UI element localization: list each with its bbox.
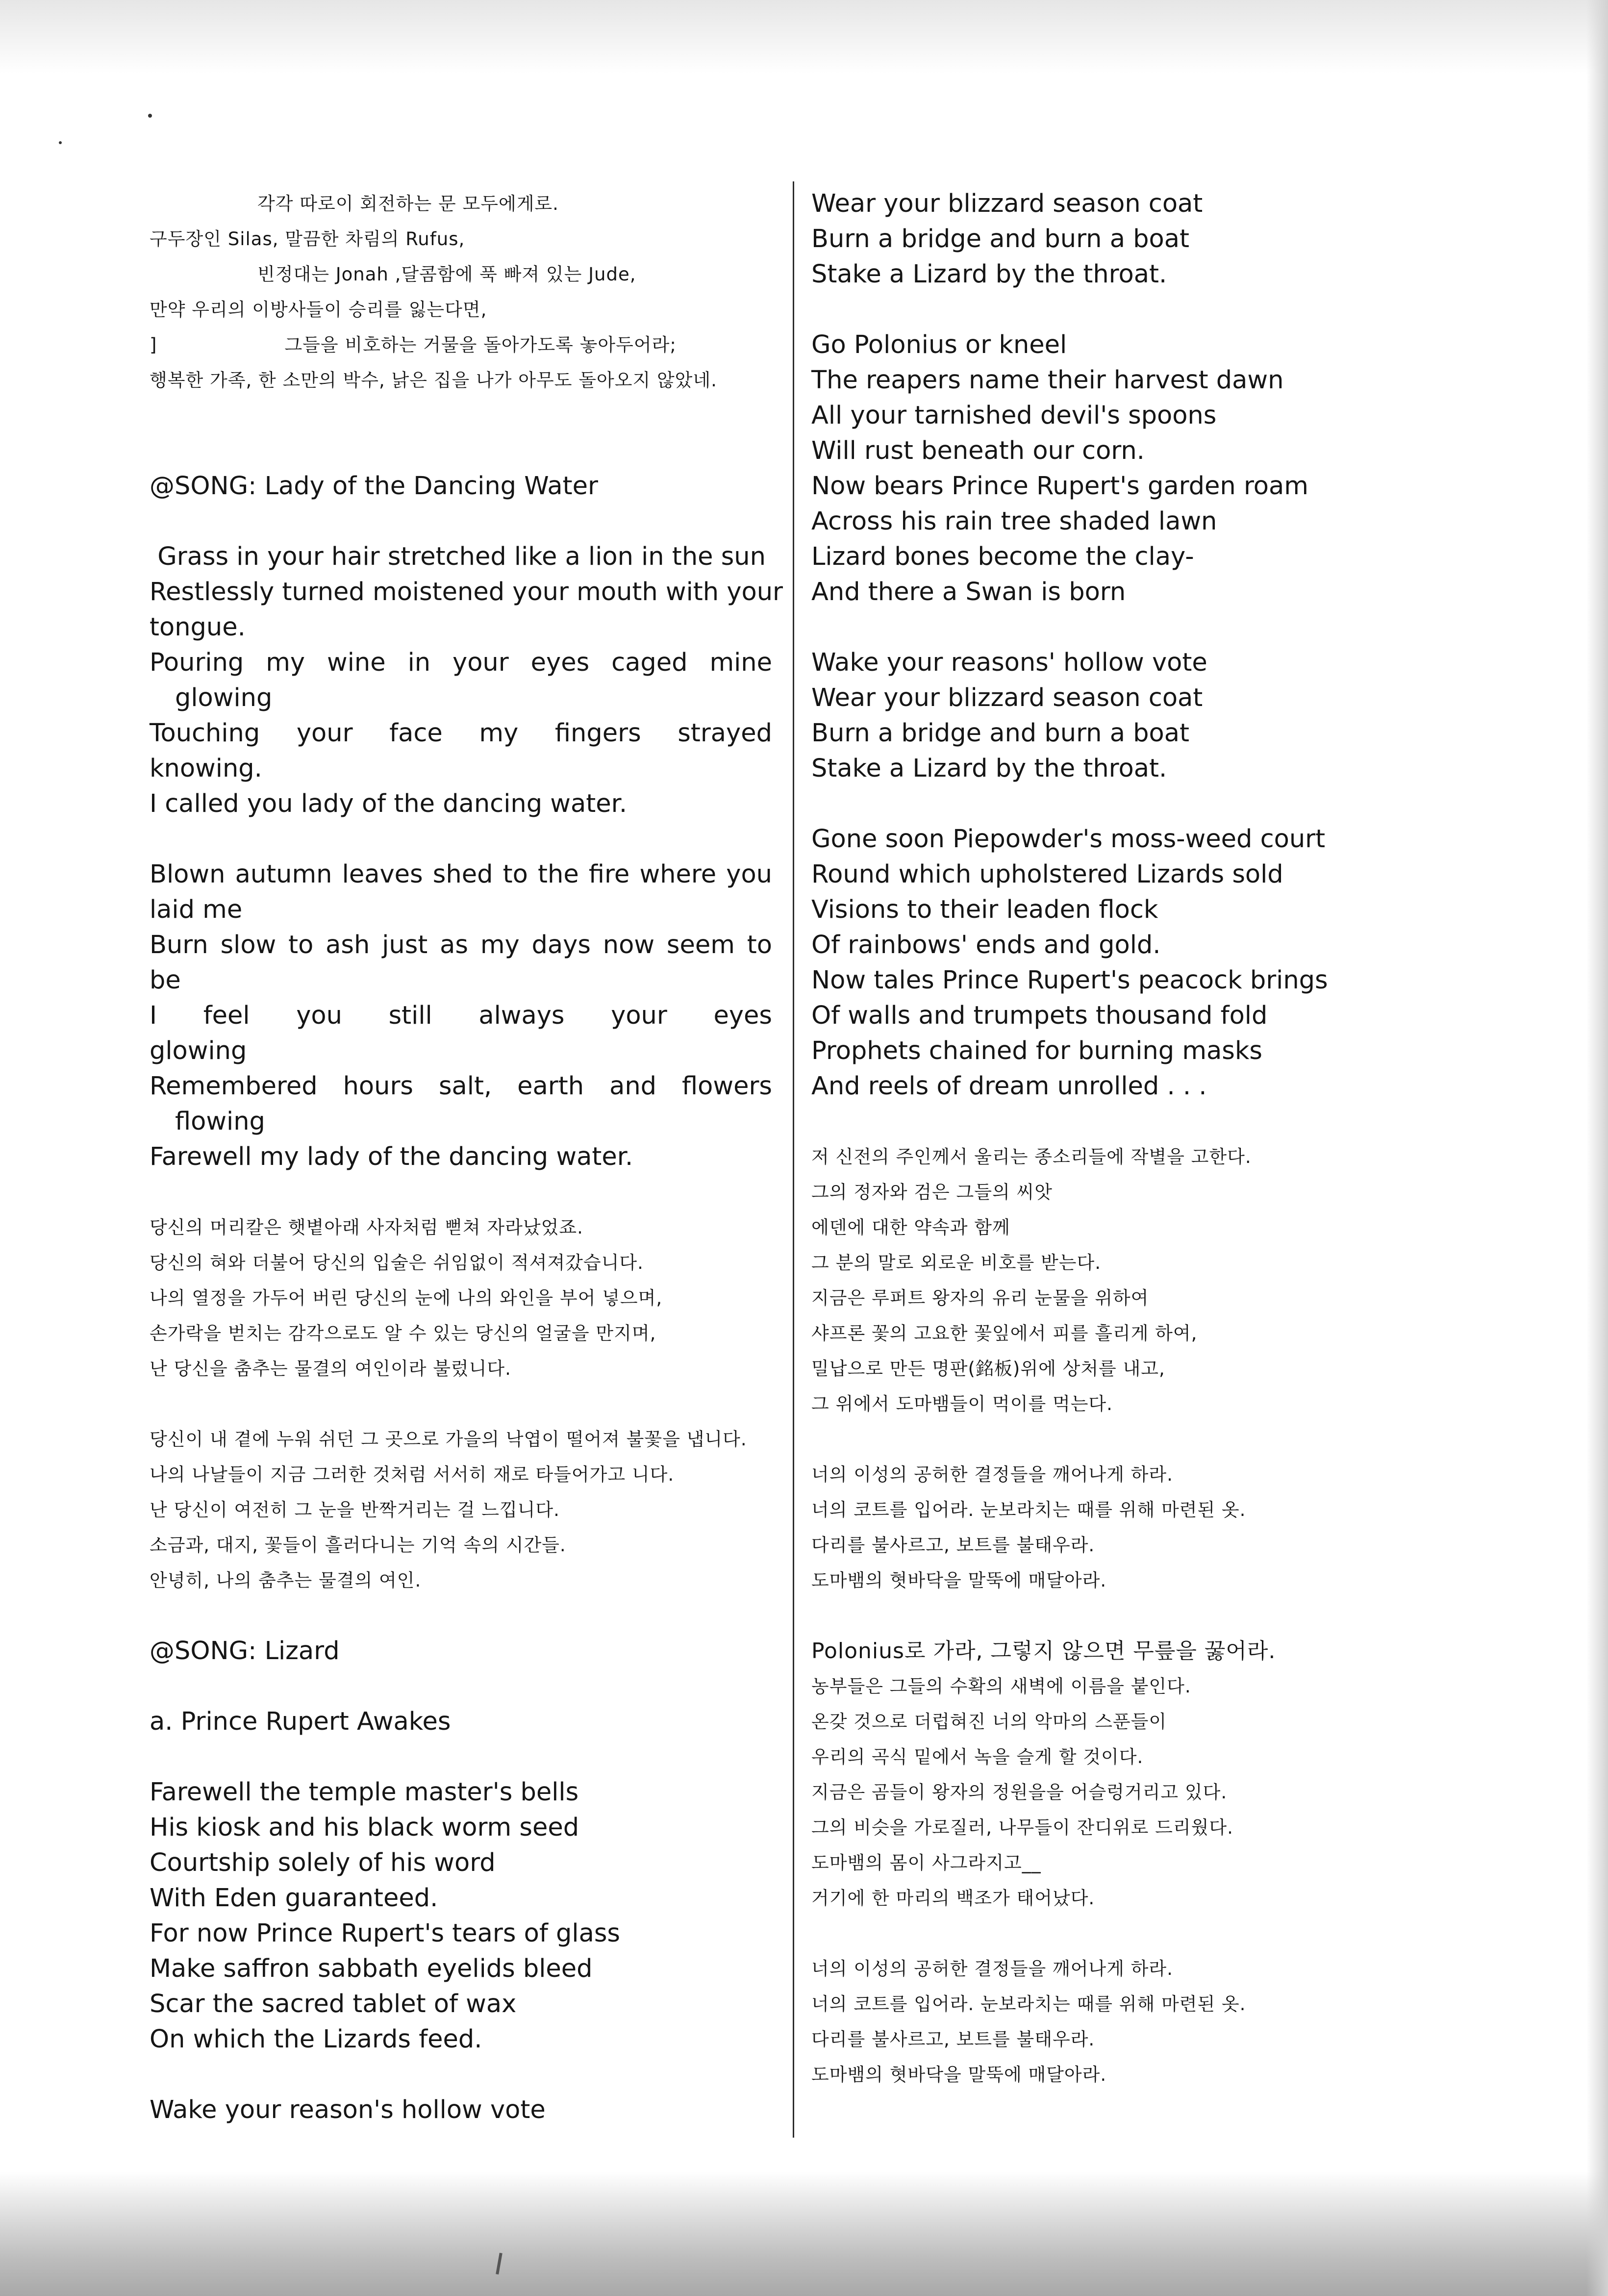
song-title: @SONG: Lady of the Dancing Water (150, 472, 599, 501)
lyric-line: Stake a Lizard by the throat. (811, 754, 1167, 783)
lyric-line: Gone soon Piepowder's moss-weed court (811, 825, 1326, 854)
korean-line: Polonius로 가라, 그렇지 않으면 무릎을 꿇어라. (811, 1639, 1276, 1664)
bracket-mark: ] (150, 334, 157, 355)
lyric-line: Restlessly turned moistened your mouth with your (150, 578, 783, 606)
lyric-line: For now Prince Rupert's tears of glass (150, 1919, 620, 1948)
lyric-line: be (150, 966, 181, 995)
korean-line: 저 신전의 주인께서 울리는 종소리들에 작별을 고한다. (811, 1146, 1252, 1167)
lyric-line: With Eden guaranteed. (150, 1884, 438, 1913)
korean-line: 난 당신이 여전히 그 눈을 반짝거리는 걸 느낍니다. (150, 1499, 560, 1520)
lyric-line: Farewell the temple master's bells (150, 1778, 579, 1807)
lyric-line: I feel you still always your eyes (150, 1001, 772, 1030)
lyric-line: Courtship solely of his word (150, 1848, 496, 1877)
speck (148, 114, 152, 118)
column-divider (793, 181, 794, 2138)
lyric-line: Touching your face my fingers strayed (150, 719, 772, 748)
korean-line: 당신이 내 곁에 누워 쉬던 그 곳으로 가을의 낙엽이 떨어져 불꽃을 냅니다. (150, 1429, 747, 1450)
lyric-line: Burn slow to ash just as my days now seem to (150, 931, 772, 959)
korean-line: 행복한 가족, 한 소만의 박수, 낡은 집을 나가 아무도 돌아오지 않았네. (150, 370, 717, 391)
korean-line: 너의 이성의 공허한 결정들을 깨어나게 하라. (811, 1958, 1173, 1979)
korean-line: 당신의 머리칼은 햇볕아래 사자처럼 뻗쳐 자라났었죠. (150, 1217, 583, 1238)
lyric-line: Now tales Prince Rupert's peacock brings (811, 966, 1328, 995)
korean-line: 밀납으로 만든 명판(銘板)위에 상처를 내고, (811, 1358, 1165, 1379)
lyric-line: Farewell my lady of the dancing water. (150, 1142, 633, 1171)
korean-line: 거기에 한 마리의 백조가 태어났다. (811, 1888, 1095, 1909)
lyric-line: Make saffron sabbath eyelids bleed (150, 1954, 593, 1983)
korean-line: 나의 나날들이 지금 그러한 것처럼 서서히 재로 타들어가고 니다. (150, 1464, 675, 1485)
lyric-line: Lizard bones become the clay- (811, 542, 1194, 571)
korean-line: 너의 코트를 입어라. 눈보라치는 때를 위해 마련된 옷. (811, 1499, 1246, 1520)
left-column (150, 186, 783, 2128)
speck (59, 141, 62, 144)
korean-line: 지금은 곰들이 왕자의 정원을을 어슬렁거리고 있다. (811, 1782, 1228, 1803)
korean-line: 그의 정자와 검은 그들의 씨앗 (811, 1182, 1053, 1203)
korean-line-text: 그들을 비호하는 거물을 돌아가도록 놓아두어라; (284, 334, 677, 355)
lyric-line: Prophets chained for burning masks (811, 1036, 1262, 1065)
korean-line (150, 328, 772, 363)
korean-line: 그의 비슷을 가로질러, 나무들이 잔디위로 드리웠다. (811, 1817, 1233, 1838)
korean-line: 당신의 혀와 더불어 당신의 입술은 쉬임없이 적셔져갔습니다. (150, 1252, 644, 1273)
lyric-line: Blown autumn leaves shed to the fire where you (150, 860, 772, 889)
lyric-line: Pouring my wine in your eyes caged mine (150, 648, 772, 677)
korean-line: 각각 따로이 회전하는 문 모두에게로. (257, 193, 559, 214)
korean-line: 너의 코트를 입어라. 눈보라치는 때를 위해 마련된 옷. (811, 1993, 1246, 2015)
lyric-line: And reels of dream unrolled . . . (811, 1072, 1207, 1101)
lyric-line: Grass in your hair stretched like a lion in the sun (150, 542, 766, 571)
lyric-line: knowing. (150, 754, 262, 783)
lyric-line: tongue. (150, 613, 246, 642)
korean-line: 온갖 것으로 더럽혀진 너의 악마의 스푼들이 (811, 1711, 1167, 1732)
scan-shadow-right (1586, 0, 1608, 2296)
korean-line: 에덴에 대한 약속과 함께 (811, 1217, 1010, 1238)
right-column (811, 186, 1328, 2093)
lyric-line: Visions to their leaden flock (811, 895, 1158, 924)
lyric-line: Stake a Lizard by the throat. (811, 260, 1167, 289)
scan-shadow-top (0, 0, 1608, 74)
lyric-line: laid me (150, 895, 243, 924)
korean-line: 샤프론 꽃의 고요한 꽃잎에서 피를 흘리게 하여, (811, 1323, 1198, 1344)
korean-line: 다리를 불사르고, 보트를 불태우라. (811, 1535, 1095, 1556)
lyric-line: Remembered hours salt, earth and flowers (150, 1072, 772, 1101)
korean-line: 나의 열정을 가두어 버린 당신의 눈에 나의 와인을 부어 넣으며, (150, 1287, 663, 1309)
song-title: @SONG: Lizard (150, 1637, 340, 1665)
korean-line: 손가락을 벋치는 감각으로도 알 수 있는 당신의 얼굴을 만지며, (150, 1323, 656, 1344)
lyric-line: Scar the sacred tablet of wax (150, 1990, 517, 2018)
lyric-line: Wake your reason's hollow vote (150, 2095, 546, 2124)
lyric-line: Will rust beneath our corn. (811, 436, 1145, 465)
korean-line: 난 당신을 춤추는 물결의 여인이라 불렀니다. (150, 1358, 511, 1379)
lyric-line: And there a Swan is born (811, 578, 1126, 606)
korean-line: 도마뱀의 몸이 사그라지고__ (811, 1852, 1041, 1873)
lyric-line: On which the Lizards feed. (150, 2025, 482, 2054)
lyric-line: Of rainbows' ends and gold. (811, 931, 1161, 959)
korean-line: 너의 이성의 공허한 결정들을 깨어나게 하라. (811, 1464, 1173, 1485)
korean-line: 그 위에서 도마뱀들이 먹이를 먹는다. (811, 1393, 1113, 1414)
lyric-line: I called you lady of the dancing water. (150, 789, 628, 818)
korean-line: 만약 우리의 이방사들이 승리를 잃는다면, (150, 299, 487, 320)
lyric-line: Go Polonius or kneel (811, 330, 1067, 359)
korean-line: 빈정대는 Jonah ,달콤함에 푹 빠져 있는 Jude, (257, 264, 636, 285)
lyric-line: glowing (175, 683, 273, 712)
scan-shadow-bottom (0, 2172, 1608, 2296)
lyric-line: flowing (175, 1107, 265, 1136)
lyric-line: All your tarnished devil's spoons (811, 401, 1217, 430)
lyric-line: The reapers name their harvest dawn (811, 366, 1284, 395)
korean-line: 우리의 곡식 밑에서 녹을 슬게 할 것이다. (811, 1746, 1144, 1767)
song-subtitle: a. Prince Rupert Awakes (150, 1707, 451, 1736)
korean-line: 지금은 루퍼트 왕자의 유리 눈물을 위하여 (811, 1287, 1149, 1309)
lyric-line: Burn a bridge and burn a boat (811, 719, 1189, 748)
korean-line: 소금과, 대지, 꽃들이 흘러다니는 기억 속의 시간들. (150, 1535, 566, 1556)
korean-line: 농부들은 그들의 수확의 새벽에 이름을 붙인다. (811, 1676, 1191, 1697)
korean-line: 다리를 불사르고, 보트를 불태우라. (811, 2029, 1095, 2050)
lyric-line: Round which upholstered Lizards sold (811, 860, 1283, 889)
lyric-line: Of walls and trumpets thousand fold (811, 1001, 1268, 1030)
lyric-line: glowing (150, 1036, 247, 1065)
lyric-line: His kiosk and his black worm seed (150, 1813, 579, 1842)
lyric-line: Wear your blizzard season coat (811, 683, 1203, 712)
korean-line: 안녕히, 나의 춤추는 물결의 여인. (150, 1570, 422, 1591)
lyric-line: Wake your reasons' hollow vote (811, 648, 1207, 677)
korean-line: 그 분의 말로 외로운 비호를 받는다. (811, 1252, 1101, 1273)
lyric-line: Wear your blizzard season coat (811, 189, 1203, 218)
lyric-line: Across his rain tree shaded lawn (811, 507, 1217, 536)
korean-line: 도마뱀의 혓바닥을 말뚝에 매달아라. (811, 2064, 1107, 2085)
korean-line: 구두장인 Silas, 말끔한 차림의 Rufus, (150, 228, 465, 250)
lyric-line: Now bears Prince Rupert's garden roam (811, 472, 1308, 501)
lyric-line: Burn a bridge and burn a boat (811, 225, 1189, 253)
korean-line: 도마뱀의 혓바닥을 말뚝에 매달아라. (811, 1570, 1107, 1591)
